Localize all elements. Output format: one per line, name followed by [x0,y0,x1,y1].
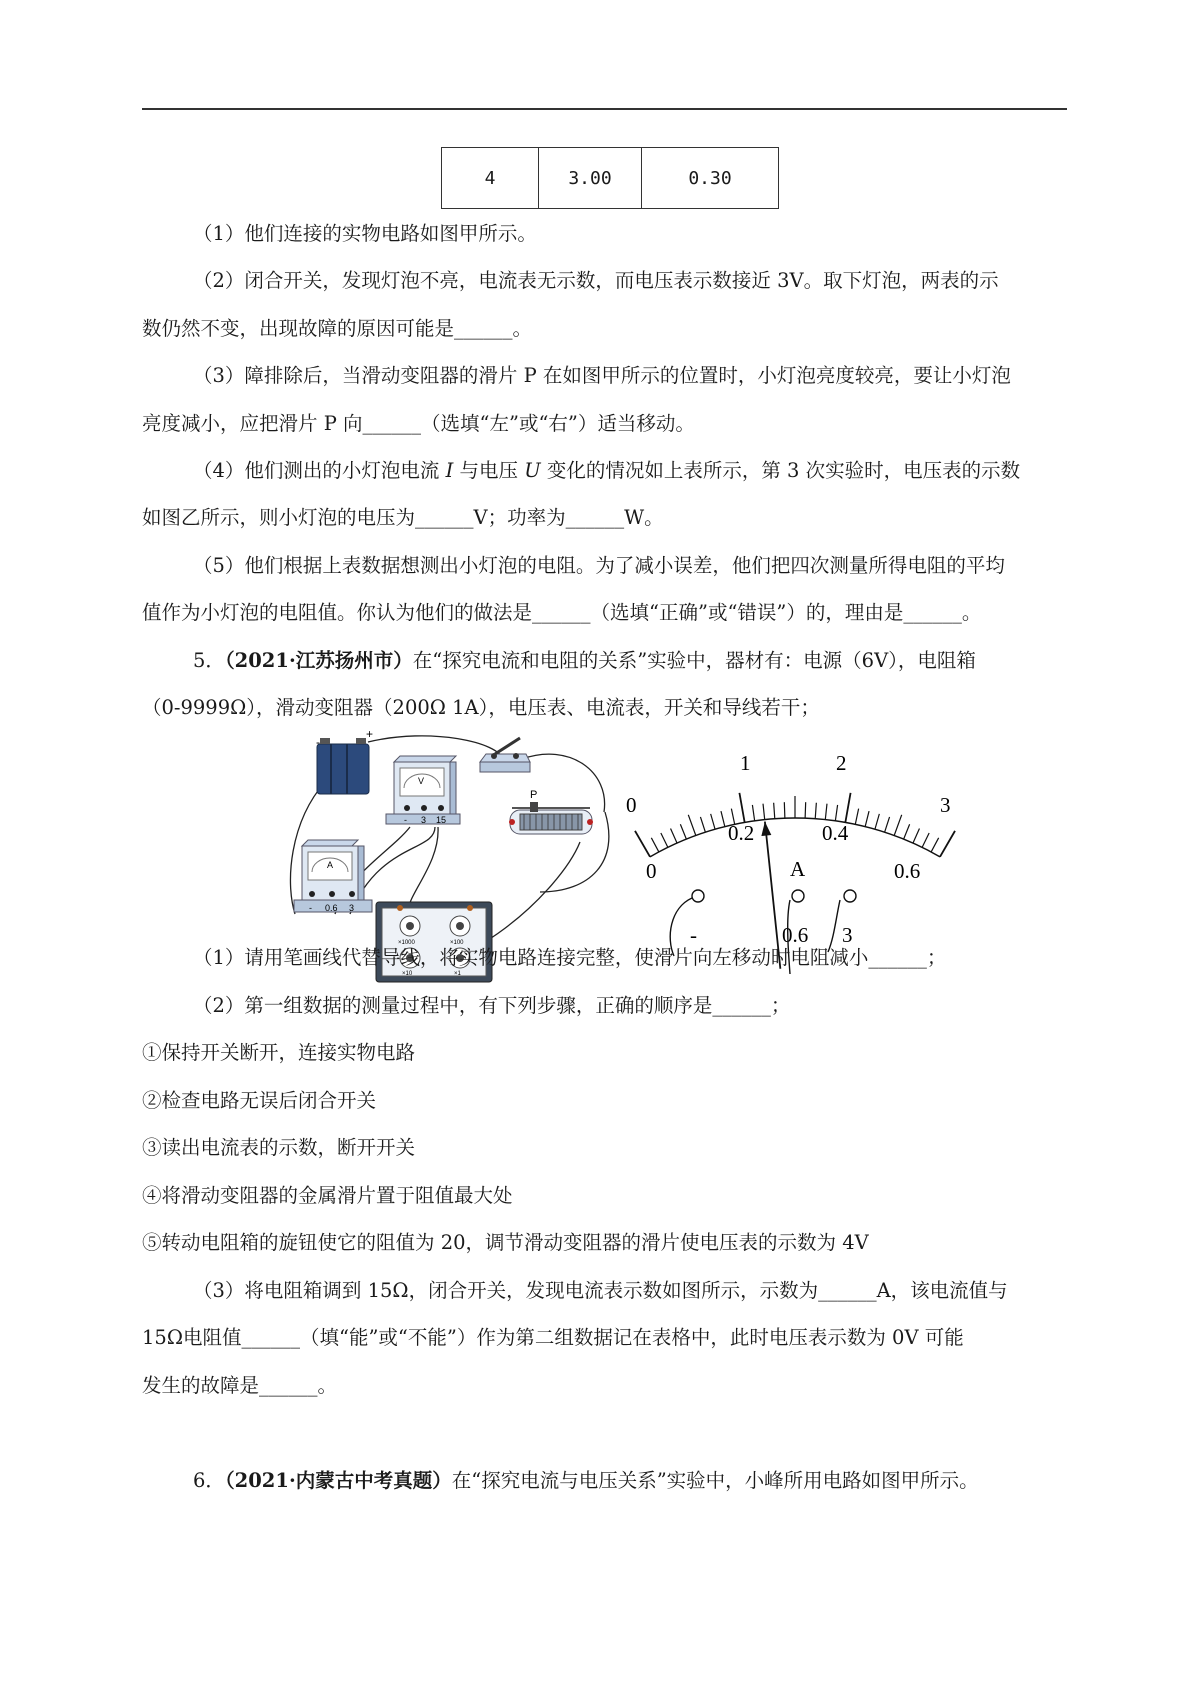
q4-part4-line2: 如图乙所示，则小灯泡的电压为______V；功率为______W。 [142,506,664,529]
q4-part4-text: 变化的情况如上表所示，第 3 次实验时，电压表的示数 [540,459,1021,482]
current-symbol: I [445,459,454,482]
dial-tick [711,814,715,829]
q5-part3-line2: 15Ω电阻值______（填“能”或“不能”）作为第二组数据记在表格中，此时电压表示数为 0V 可能 [142,1326,964,1349]
question-number: 6． [193,1469,225,1492]
dial-tick [940,831,955,857]
q5-stem-line2: （0-9999Ω），滑动变阻器（200Ω 1A），电压表、电流表，开关和导线若干； [142,696,820,719]
q5-step: ②检查电路无误后闭合开关 [142,1089,377,1112]
dial-tick [721,811,725,827]
dial-tick [739,793,744,823]
dial-tick [635,831,650,857]
table-cell: 4 [442,148,539,209]
q4-part2-line2: 数仍然不变，出现故障的原因可能是______。 [142,317,533,340]
terminal-label: 0.6 [782,923,809,947]
ammeter-terminal: - [309,903,312,913]
q5-part3-line1: （3）将电阻箱调到 15Ω，闭合开关，发现电流表示数如图所示，示数为______A，该电流值与 [193,1279,1008,1302]
dial-tick [661,833,668,847]
unit-label: A [790,857,806,881]
dial-tick [894,815,902,836]
dial-tick [805,802,806,818]
dial-tick [835,805,837,821]
q4-part5-line2: 值作为小灯泡的电阻值。你认为他们的做法是______（选填“正确”或“错误”）的，理由是______。 [142,601,982,624]
box-dial-label: ×1000 [398,940,415,946]
ammeter-terminal: 0.6 [325,903,338,913]
dial-tick [651,838,659,852]
q5-part3-line3: 发生的故障是______。 [142,1374,338,1397]
dial-tick [845,793,850,823]
q5-stem-text: 在“探究电流和电阻的关系”实验中，器材有：电源（6V），电阻箱 [412,649,976,672]
q4-part3-line2: 亮度减小，应把滑片 P 向______（选填“左”或“右”）适当移动。 [142,412,695,435]
dial-tick [875,814,879,829]
switch-icon [480,738,530,772]
q5-step: ⑤转动电阻箱的旋钮使它的阻值为 20，调节滑动变阻器的滑片使电压表的示数为 4V [142,1231,869,1254]
q5-step: ①保持开关断开，连接实物电路 [142,1041,416,1064]
header-rule [142,108,1067,110]
data-table [441,147,779,209]
terminal-post [692,890,704,902]
table-cell: 0.30 [642,148,779,209]
dial-tick [855,809,858,825]
ammeter-dial-figure [626,738,960,978]
dial-tick [922,833,929,847]
box-dial-label: ×1 [454,971,461,977]
top-scale-label: 3 [940,793,951,817]
q4-part2-line1: （2）闭合开关，发现灯泡不亮，电流表无示数，而电压表示数接近 3V。取下灯泡，两表的示 [193,269,999,292]
q6-stem [193,1466,979,1496]
dial-tick [763,804,765,820]
terminal-post [792,890,804,902]
dial-tick [904,824,910,839]
dial-tick [784,802,785,818]
battery-minus: - [316,735,320,749]
rheostat-icon [509,789,593,834]
dial-tick [931,838,939,852]
bottom-scale-label: 0 [646,859,657,883]
q4-part4-text: （4）他们测出的小灯泡电流 [193,459,446,482]
q6-stem-text: 在“探究电流与电压关系”实验中，小峰所用电路如图甲所示。 [451,1469,979,1492]
ammeter-icon [294,840,372,913]
voltmeter-terminal: - [404,815,407,825]
terminal-label: 3 [842,923,853,947]
voltmeter-terminal: 15 [436,815,447,825]
q4-part3-line1: （3）障排除后，当滑动变阻器的滑片 P 在如图甲所示的位置时，小灯泡亮度较亮，要让小灯泡 [193,364,1011,387]
terminal-post [844,890,856,902]
question-source: （2021·内蒙古中考真题） [224,1469,452,1492]
q5-stem-line1 [193,646,976,676]
dial-tick [774,803,775,819]
voltmeter-letter: V [418,776,425,786]
dial-tick [688,815,696,836]
bottom-scale-label: 0.2 [728,821,755,845]
voltmeter-terminal: 3 [421,815,427,825]
voltmeter-icon [386,756,460,825]
battery-plus: + [366,727,374,741]
q5-part2: （2）第一组数据的测量过程中，有下列步骤，正确的顺序是______； [193,994,791,1017]
dial-tick [700,817,705,832]
top-scale-label: 2 [836,751,847,775]
dial-ticks [635,793,955,857]
battery-icon [316,727,373,794]
ammeter-letter: A [327,860,334,870]
q5-part1: （1）请用笔画线代替导线，将实物电路连接完整，使滑片向左移动时电阻减小______； [193,946,947,969]
q4-part1: （1）他们连接的实物电路如图甲所示。 [193,222,537,245]
box-dial-label: ×10 [402,971,413,977]
dial-tick [815,803,816,819]
dial-tick [671,828,678,843]
dial-tick [825,804,827,820]
question-number: 5． [193,649,225,672]
terminal-label: - [690,923,697,947]
q5-step: ④将滑动变阻器的金属滑片置于阻值最大处 [142,1184,513,1207]
bottom-scale-label: 0.4 [822,821,849,845]
dial-tick [752,805,754,821]
table-row [442,148,779,209]
bottom-scale-label: 0.6 [894,859,921,883]
voltage-symbol: U [524,459,541,482]
q5-step: ③读出电流表的示数，断开开关 [142,1136,416,1159]
dial-tick [885,817,890,832]
ammeter-terminal: 3 [349,903,355,913]
top-scale-label: 0 [626,793,637,817]
table-cell: 3.00 [539,148,642,209]
dial-tick [680,824,686,839]
box-dial-label: ×100 [450,940,464,946]
top-scale-label: 1 [740,751,751,775]
q4-part4-line1 [193,456,1020,486]
rheostat-slider-label: P [530,789,538,801]
question-source: （2021·江苏扬州市） [224,649,413,672]
q4-part5-line1: （5）他们根据上表数据想测出小灯泡的电阻。为了减小误差，他们把四次测量所得电阻的平均 [193,554,1005,577]
dial-tick [865,811,869,827]
dial-tick [913,828,920,843]
q4-part4-text: 与电压 [453,459,525,482]
dial-arc [650,818,940,857]
dial-needle-tip [761,822,771,836]
